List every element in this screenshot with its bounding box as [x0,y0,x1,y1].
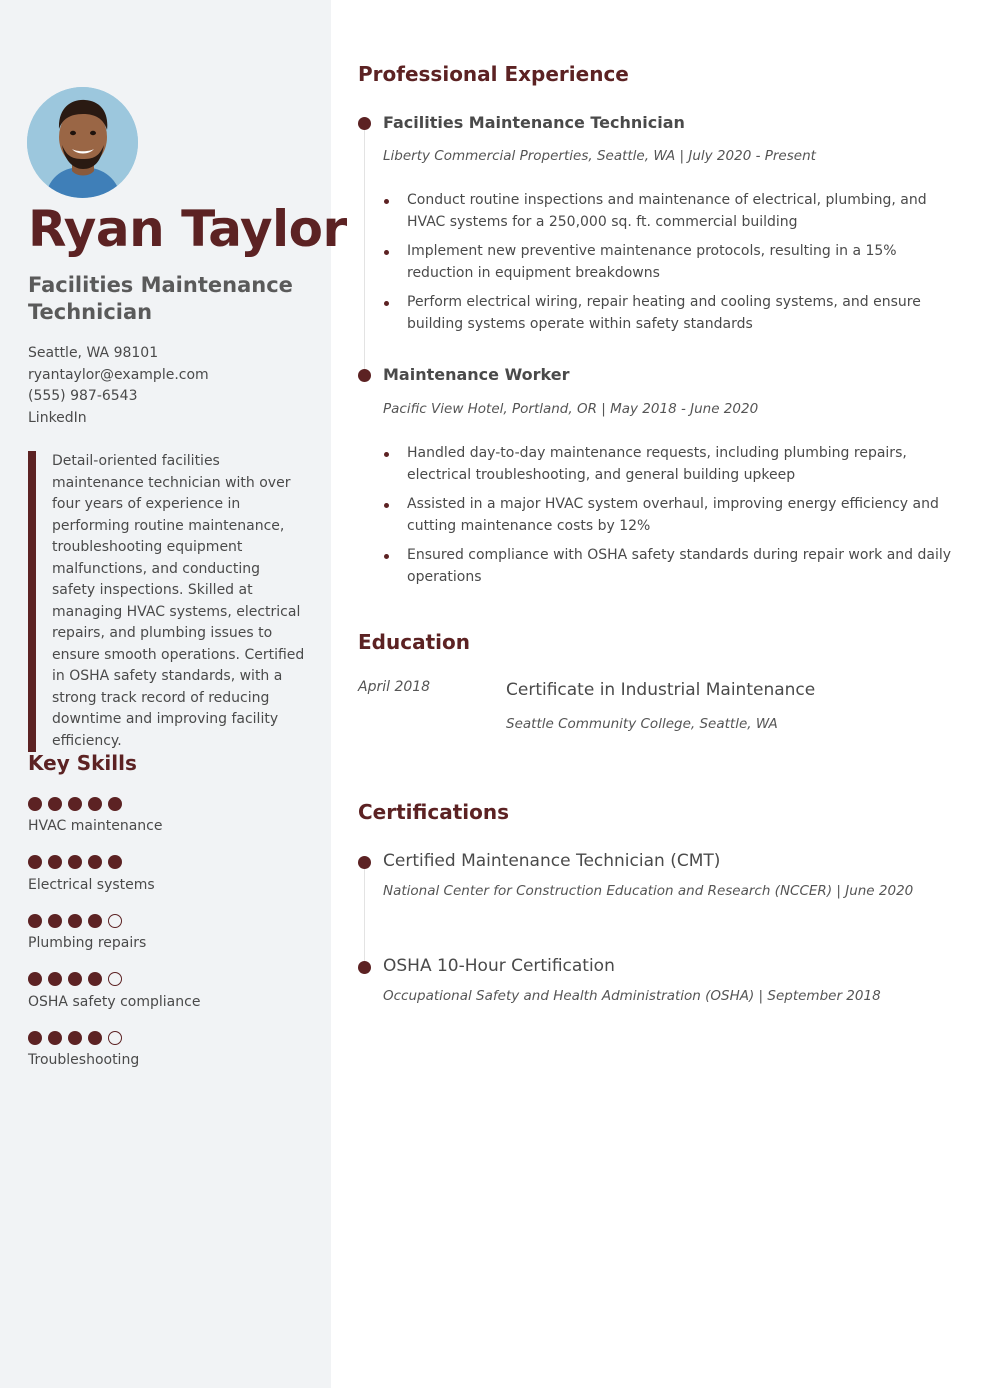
rating-dot-filled [88,914,102,928]
rating-dot-filled [48,972,62,986]
sidebar [0,0,347,1388]
rating-dot-filled [88,797,102,811]
summary: Detail-oriented facilities maintenance technician with over four years of experience in performing routine maintenance, troubleshooting equipment malfunctions, and conducting safety inspections. Skilled at managing HVAC systems, electrical repairs, and plumbing issues to ensure smooth operations. Certified in OSHA safety standards, with a strong track record of reducing downtime and improving facility efficiency. [28,451,306,752]
rating-dot-empty [108,972,122,986]
rating-dot-filled [108,797,122,811]
certification-name: Certified Maintenance Technician (CMT) [383,851,721,871]
rating-dot-filled [48,1031,62,1045]
rating-dot-filled [48,855,62,869]
job-bullets [383,443,953,596]
job-title: Facilities Maintenance Technician [383,113,685,132]
skill-rating [28,972,200,987]
skill-name: HVAC maintenance [28,818,163,834]
education-school: Seattle Community College, Seattle, WA [506,716,778,732]
job-meta: Pacific View Hotel, Portland, OR | May 2018 - June 2020 [383,401,759,417]
skill-name: Troubleshooting [28,1052,140,1068]
list-item: Assisted in a major HVAC system overhaul, improving energy efficiency and cutting maintenance costs by 12% [383,494,953,537]
education-degree: Certificate in Industrial Maintenance [506,680,816,700]
contact-location: Seattle, WA 98101 [28,345,159,361]
skill-rating [28,1030,200,1045]
candidate-title: Facilities Maintenance Technician [28,273,293,324]
rating-dot-filled [28,972,42,986]
skill-item [28,796,200,855]
skill-rating [28,855,200,870]
rating-dot-filled [68,972,82,986]
skill-rating [28,913,200,928]
certification-meta: Occupational Safety and Health Administration (OSHA) | September 2018 [383,988,881,1004]
education-title: Education [358,630,470,654]
timeline-dot [358,369,371,382]
timeline-dot [358,856,371,869]
job-bullets [383,190,953,343]
skill-item [28,1030,200,1089]
skill-item [28,913,200,972]
job-title: Maintenance Worker [383,365,570,384]
experience-title: Professional Experience [358,62,629,86]
rating-dot-filled [28,1031,42,1045]
skill-name: Plumbing repairs [28,935,147,951]
contact-phone[interactable]: (555) 987-6543 [28,388,138,404]
skill-item [28,972,200,1031]
candidate-name: Ryan Taylor [28,200,347,258]
contact-block [28,343,209,429]
certification-meta: National Center for Construction Education and Research (NCCER) | June 2020 [383,883,914,899]
rating-dot-filled [68,1031,82,1045]
list-item: Implement new preventive maintenance protocols, resulting in a 15% reduction in equipment breakdowns [383,241,953,284]
rating-dot-empty [108,1031,122,1045]
list-item: Ensured compliance with OSHA safety standards during repair work and daily operations [383,545,953,588]
rating-dot-filled [68,914,82,928]
rating-dot-filled [88,1031,102,1045]
rating-dot-filled [48,914,62,928]
rating-dot-filled [88,855,102,869]
rating-dot-filled [68,855,82,869]
list-item: Handled day-to-day maintenance requests, including plumbing repairs, electrical troubleshooting, and general building upkeep [383,443,953,486]
skill-item [28,855,200,914]
skills-list [28,796,200,1089]
skill-rating [28,796,200,811]
education-date: April 2018 [358,679,431,695]
certification-name: OSHA 10-Hour Certification [383,956,615,976]
rating-dot-filled [28,797,42,811]
skill-name: Electrical systems [28,876,155,893]
avatar [27,87,138,198]
rating-dot-filled [88,972,102,986]
rating-dot-empty [108,914,122,928]
timeline-dot [358,117,371,130]
rating-dot-filled [108,855,122,869]
timeline-dot [358,961,371,974]
skills-title: Key Skills [28,751,137,775]
timeline-line [364,866,365,966]
certifications-title: Certifications [358,800,509,824]
list-item: Conduct routine inspections and maintenance of electrical, plumbing, and HVAC systems for a 250,000 sq. ft. commercial building [383,190,953,233]
list-item: Perform electrical wiring, repair heating and cooling systems, and ensure building systems operate within safety standards [383,292,953,335]
rating-dot-filled [68,797,82,811]
contact-linkedin[interactable]: LinkedIn [28,409,87,426]
timeline-line [364,128,365,373]
rating-dot-filled [28,914,42,928]
contact-email[interactable]: ryantaylor@example.com [28,366,209,383]
job-meta: Liberty Commercial Properties, Seattle, WA | July 2020 - Present [383,148,816,164]
profile-photo [27,87,138,198]
rating-dot-filled [28,855,42,869]
skill-name: OSHA safety compliance [28,993,201,1010]
rating-dot-filled [48,797,62,811]
